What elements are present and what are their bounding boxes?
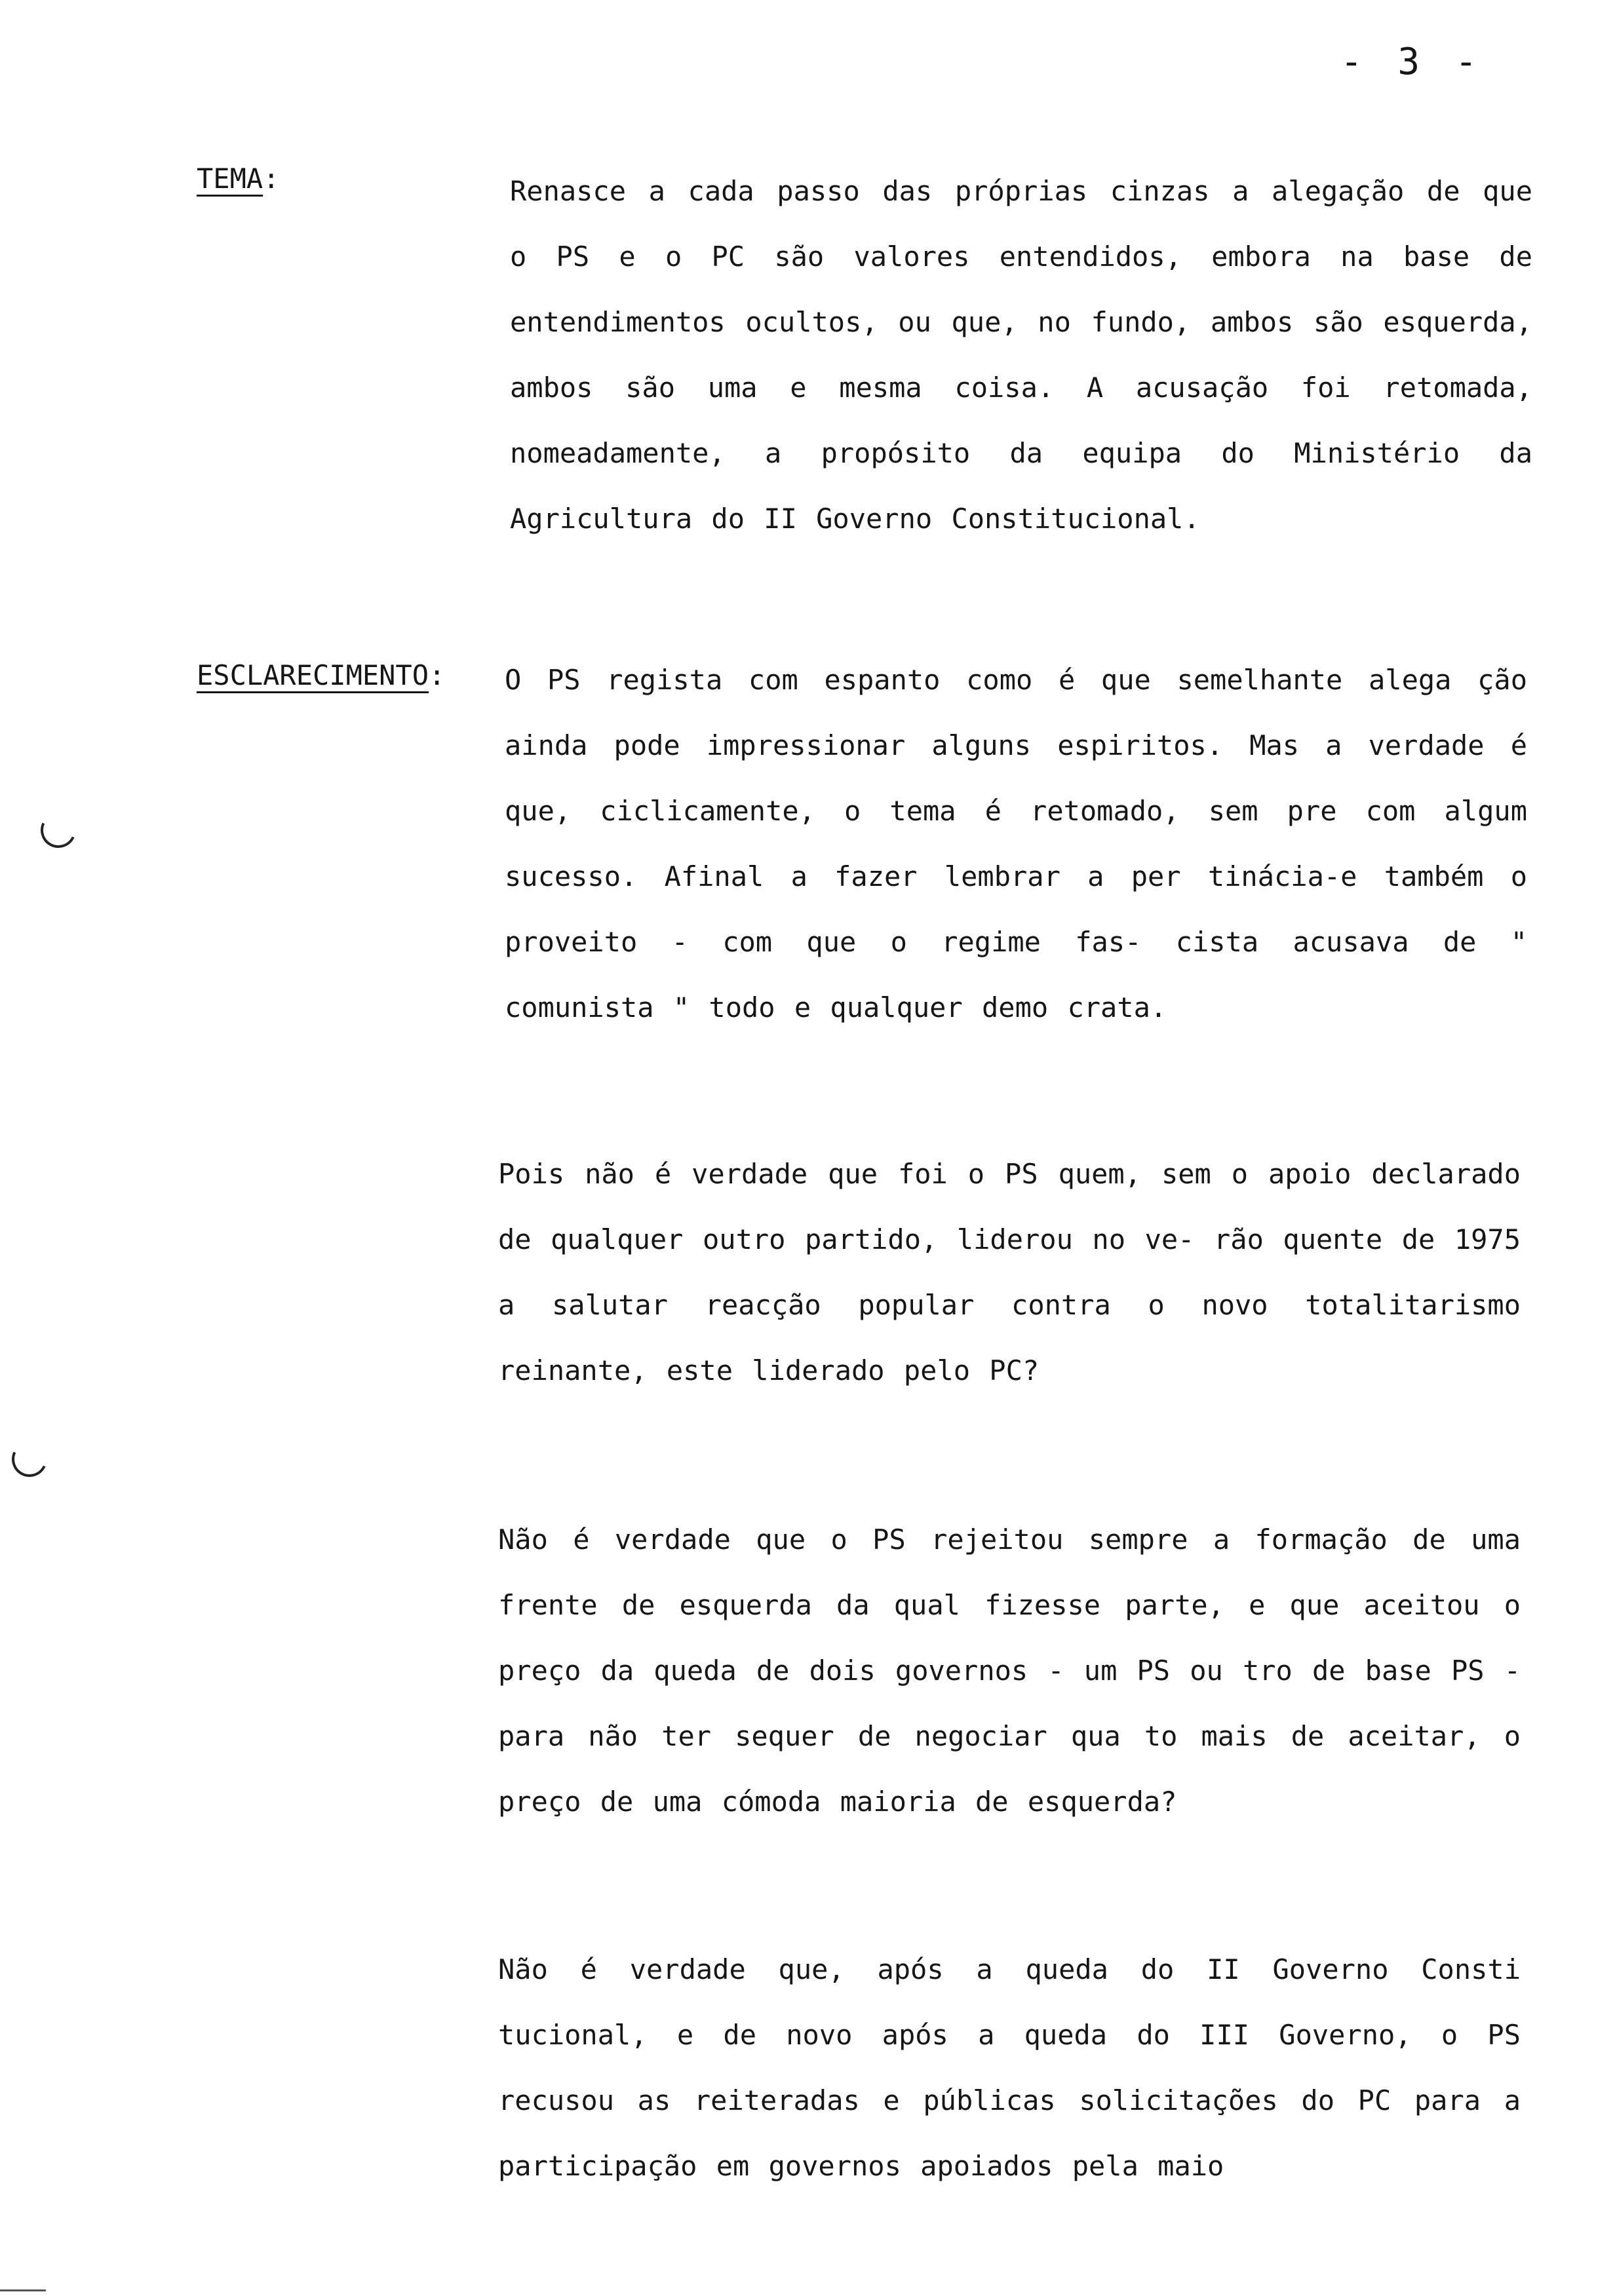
- margin-pencil-mark: [35, 807, 81, 852]
- page-edge-line: [0, 2289, 46, 2291]
- esclarecimento-label-text: ESCLARECIMENTO: [197, 659, 429, 691]
- page-number: - 3 -: [1340, 41, 1484, 83]
- esclarecimento-label: [197, 659, 446, 691]
- tema-label-colon: :: [263, 163, 280, 195]
- margin-pencil-mark: [7, 1436, 52, 1482]
- esclarecimento-paragraph-4: Não é verdade que, após a queda do II Governo Consti tucional, e de novo após a queda do III Governo, o PS recusou as reiteradas e públicas solicitações do PC para a participação em governos apoiados pela maio: [498, 1953, 1521, 2182]
- tema-text: Renasce a cada passo das próprias cinzas a alegação de que o PS e o PC são valores entendidos, embora na base de entendimentos ocultos, ou que, no fundo, ambos são esquerda, ambos são uma e mesma coisa. A acusação foi retomada, nomeadamente, a propósito da equipa do Ministério da Agricultura do II Governo Constitucional.: [510, 175, 1532, 535]
- esclarecimento-paragraph-3: Não é verdade que o PS rejeitou sempre a formação de uma frente de esquerda da qual fizesse parte, e que aceitou o preço da queda de dois governos - um PS ou tro de base PS - para não ter sequer de negociar qua to mais de aceitar, o preço de uma cómoda maioria de esquerda?: [498, 1523, 1521, 1818]
- tema-label-text: TEMA: [197, 163, 263, 195]
- esclarecimento-paragraph-2: Pois não é verdade que foi o PS quem, sem o apoio declarado de qualquer outro partido, liderou no ve- rão quente de 1975 a salutar reacção popular contra o novo totalitarismo reinante, este liderado pelo PC?: [498, 1158, 1521, 1387]
- tema-label: [197, 165, 279, 193]
- esclarecimento-paragraph-1: O PS regista com espanto como é que semelhante alega ção ainda pode impressionar alguns espiritos. Mas a verdade é que, ciclicamente, o tema é retomado, sem pre com algum sucesso. Afinal a fazer lembrar a per tinácia-e também o proveito - com que o regime fas- cista acusava de " comunista " todo e qualquer demo crata.: [505, 664, 1527, 1024]
- esclarecimento-label-colon: :: [429, 659, 446, 691]
